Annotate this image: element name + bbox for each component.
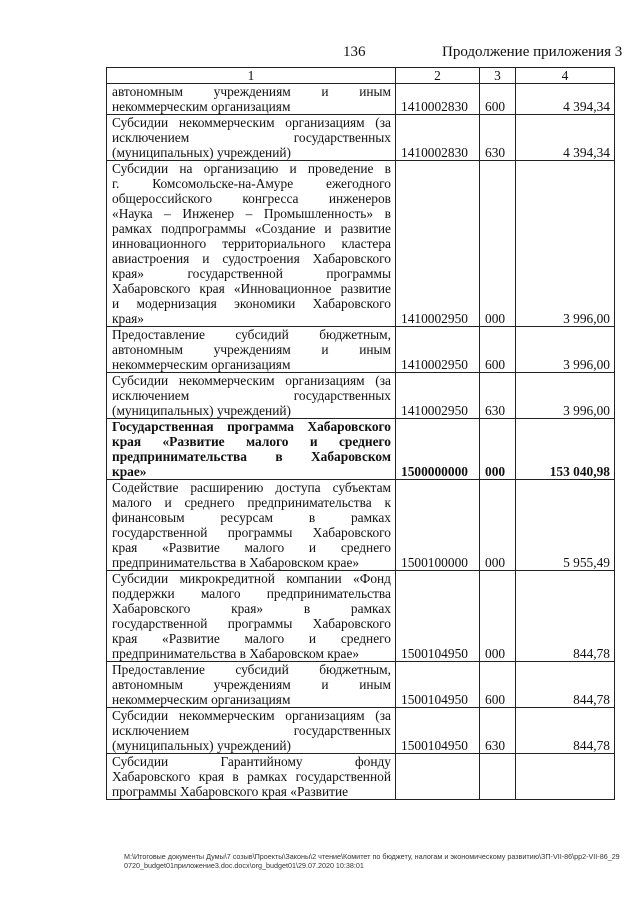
file-path-footer: M:\Итоговые документы Думы\7 созыв\Проекты\Законы\2 чтение\Комитет по бюджету, налогам и экономическому развитию\ЗП-VII-86\pp2-VII-86_290720_budget01приложение3.doc.docx\org_budget01\29.07.2020 10:38:01: [124, 852, 620, 870]
row-code: [396, 754, 480, 800]
row-name-line: исключением государственных: [112, 723, 391, 738]
row-name-line: государственной программы Хабаровского: [112, 525, 391, 540]
row-name-line: некоммерческим организациям: [112, 692, 291, 707]
row-name-line: автономным учреждениям и иным: [112, 342, 391, 357]
row-name-line: Предоставление субсидий бюджетным,: [112, 327, 391, 342]
table-row: [107, 161, 615, 327]
column-header-type: 3: [480, 68, 516, 84]
row-name-line: некоммерческим организациям: [112, 357, 291, 372]
row-type: 600: [480, 662, 516, 708]
row-sum: 844,78: [516, 708, 615, 754]
row-name: [107, 161, 396, 327]
table-row: [107, 115, 615, 161]
row-name: [107, 327, 396, 373]
row-code: 1410002950: [396, 161, 480, 327]
row-name: [107, 708, 396, 754]
row-name-line: предпринимательства в Хабаровском крае»: [112, 646, 360, 661]
table-row: [107, 571, 615, 662]
row-name-line: Хабаровского края» в рамках: [112, 601, 391, 616]
row-type: 600: [480, 84, 516, 115]
row-code: 1410002950: [396, 373, 480, 419]
continuation-label: Продолжение приложения 3: [442, 44, 623, 60]
row-code: 1500104950: [396, 708, 480, 754]
row-name-line: г. Комсомольске-на-Амуре ежегодного: [112, 176, 391, 191]
row-name-line: поддержки малого предпринимательства: [112, 586, 391, 601]
row-name-line: (муниципальных) учреждений): [112, 738, 292, 753]
row-name-line: Субсидии некоммерческим организациям (за: [112, 115, 391, 130]
row-name-line: финансовым ресурсам в рамках: [112, 510, 391, 525]
table-row: [107, 84, 615, 115]
row-type: 630: [480, 708, 516, 754]
column-header-name: 1: [107, 68, 396, 84]
row-name-line: рамках подпрограммы «Создание и развитие: [112, 221, 391, 236]
row-code: 1500104950: [396, 571, 480, 662]
row-name-line: исключением государственных: [112, 388, 391, 403]
row-name-line: края» государственной программы: [112, 266, 391, 281]
table-row: [107, 480, 615, 571]
row-name: [107, 480, 396, 571]
row-sum: 3 996,00: [516, 373, 615, 419]
row-name-line: Хабаровского края в рамках государственной: [112, 769, 391, 784]
row-sum: 4 394,34: [516, 84, 615, 115]
page-number: 136: [343, 44, 366, 60]
table-row: [107, 373, 615, 419]
row-type: 000: [480, 480, 516, 571]
row-name-line: автономным учреждениям и иным: [112, 84, 391, 99]
row-sum: 3 996,00: [516, 161, 615, 327]
row-name-line: Государственная программа Хабаровского: [112, 419, 391, 434]
row-name: [107, 84, 396, 115]
table-body: [107, 84, 615, 800]
row-name-line: края «Развитие малого и среднего: [112, 631, 391, 646]
row-code: 1500000000: [396, 419, 480, 480]
row-name-line: края»: [112, 311, 144, 326]
table-row: [107, 662, 615, 708]
row-name-line: малого и среднего предпринимательства к: [112, 495, 391, 510]
budget-table: [106, 67, 615, 800]
row-type: 000: [480, 419, 516, 480]
row-name-line: и модернизация экономики Хабаровского: [112, 296, 391, 311]
row-name-line: Субсидии микрокредитной компании «Фонд: [112, 571, 391, 586]
column-header-sum: 4: [516, 68, 615, 84]
row-name-line: предпринимательства в Хабаровском крае»: [112, 555, 360, 570]
row-code: 1500100000: [396, 480, 480, 571]
row-name: [107, 662, 396, 708]
row-name-line: крае»: [112, 464, 147, 479]
row-name-line: инновационного территориального кластера: [112, 236, 391, 251]
row-type: 630: [480, 373, 516, 419]
row-name-line: Предоставление субсидий бюджетным,: [112, 662, 391, 677]
row-sum: [516, 754, 615, 800]
row-sum: 5 955,49: [516, 480, 615, 571]
row-name: [107, 419, 396, 480]
row-name-line: края «Развитие малого и среднего: [112, 434, 391, 449]
row-name-line: Субсидии на организацию и проведение в: [112, 161, 391, 176]
row-name-line: (муниципальных) учреждений): [112, 145, 292, 160]
row-sum: 3 996,00: [516, 327, 615, 373]
row-type: [480, 754, 516, 800]
row-code: 1410002950: [396, 327, 480, 373]
row-name-line: Субсидии некоммерческим организациям (за: [112, 373, 391, 388]
row-sum: 844,78: [516, 571, 615, 662]
row-name-line: предпринимательства в Хабаровском: [112, 449, 391, 464]
row-sum: 844,78: [516, 662, 615, 708]
row-name-line: авиастроения и судостроения Хабаровского: [112, 251, 391, 266]
table-row: [107, 708, 615, 754]
row-name-line: (муниципальных) учреждений): [112, 403, 292, 418]
table-row: [107, 327, 615, 373]
row-type: 000: [480, 161, 516, 327]
row-name-line: исключением государственных: [112, 130, 391, 145]
table-row: [107, 419, 615, 480]
row-sum: 153 040,98: [516, 419, 615, 480]
row-name-line: некоммерческим организациям: [112, 99, 291, 114]
row-code: 1410002830: [396, 84, 480, 115]
row-name-line: программы Хабаровского края «Развитие: [112, 784, 349, 799]
row-name-line: Хабаровского края «Инновационное развитие: [112, 281, 391, 296]
row-name: [107, 571, 396, 662]
column-header-code: 2: [396, 68, 480, 84]
row-name-line: общероссийского конгресса инженеров: [112, 191, 391, 206]
row-name: [107, 115, 396, 161]
row-name-line: Субсидии некоммерческим организациям (за: [112, 708, 391, 723]
row-code: 1500104950: [396, 662, 480, 708]
row-type: 000: [480, 571, 516, 662]
row-sum: 4 394,34: [516, 115, 615, 161]
row-name-line: края «Развитие малого и среднего: [112, 540, 391, 555]
row-type: 600: [480, 327, 516, 373]
row-name: [107, 754, 396, 800]
row-name-line: Субсидии Гарантийному фонду: [112, 754, 391, 769]
row-name: [107, 373, 396, 419]
row-name-line: государственной программы Хабаровского: [112, 616, 391, 631]
row-name-line: «Наука – Инженер – Промышленность» в: [112, 206, 391, 221]
row-type: 630: [480, 115, 516, 161]
row-name-line: Содействие расширению доступа субъектам: [112, 480, 391, 495]
table-row: [107, 754, 615, 800]
row-name-line: автономным учреждениям и иным: [112, 677, 391, 692]
row-code: 1410002830: [396, 115, 480, 161]
table-header-row: [107, 68, 615, 84]
